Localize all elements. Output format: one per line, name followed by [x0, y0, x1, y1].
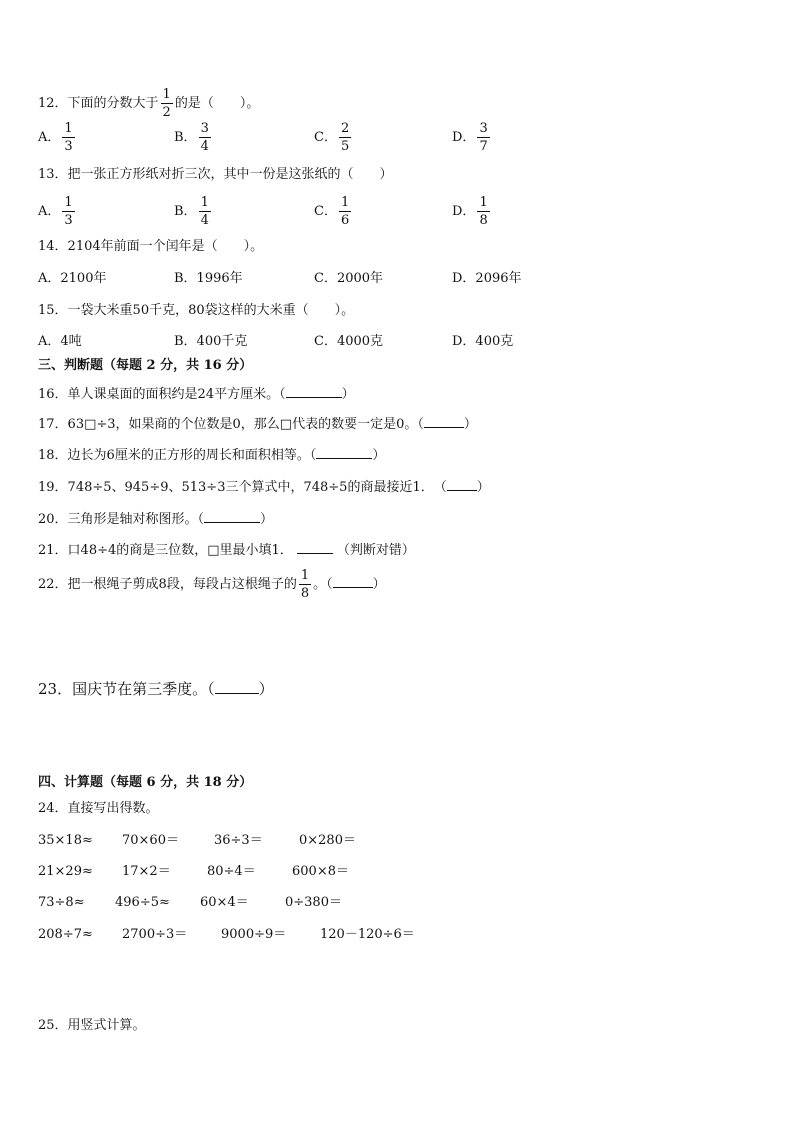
q14-option-d[interactable]: D．2096年	[452, 271, 522, 286]
q15-option-c[interactable]: C．4000克	[314, 334, 384, 349]
q14-option-c[interactable]: C．2000年	[314, 271, 384, 286]
answer-blank-21[interactable]	[297, 541, 333, 554]
calc-item: 600×8＝	[292, 864, 349, 879]
calc-item: 0×280＝	[299, 833, 356, 848]
calc-item: 17×2＝	[122, 864, 171, 879]
calc-item: 80÷4＝	[207, 864, 256, 879]
answer-blank-16[interactable]	[286, 385, 342, 398]
question-20: 20．三角形是轴对称图形。（ ）	[38, 512, 274, 527]
q15-option-d[interactable]: D．400克	[452, 334, 514, 349]
answer-blank-23[interactable]	[215, 681, 259, 694]
calc-item: 0÷380＝	[285, 895, 342, 910]
answer-blank-20[interactable]	[204, 510, 260, 523]
question-25: 25．用竖式计算。	[38, 1018, 146, 1033]
answer-blank-19[interactable]	[447, 478, 477, 491]
question-24: 24．直接写出得数。	[38, 801, 159, 816]
q13-option-b[interactable]: B． $\frac{1}{4}$	[174, 195, 209, 228]
answer-blank-22[interactable]	[333, 575, 373, 588]
calc-item: 73÷8≈	[38, 895, 85, 910]
calc-item: 496÷5≈	[115, 895, 170, 910]
section-3-heading: 三、判断题（每题 2 分，共 16 分）	[38, 358, 253, 373]
question-19: 19．748÷5、945÷9、513÷3三个算式中，748÷5的商最接近1． （ ）	[38, 480, 490, 495]
q14-option-a[interactable]: A．2100年	[38, 271, 107, 286]
question-12: 12．下面的分数大于 $\frac{1}{2}$ 的是（ ）。	[38, 87, 260, 120]
q12-option-a[interactable]: A． $\frac{1}{3}$	[38, 121, 73, 154]
q12-option-b[interactable]: B． $\frac{3}{4}$	[174, 121, 209, 154]
calc-item: 35×18≈	[38, 833, 93, 848]
question-15: 15．一袋大米重50千克，80袋这样的大米重（ ）。	[38, 303, 355, 318]
calc-item: 21×29≈	[38, 864, 93, 879]
question-23: 23．国庆节在第三季度。（ ）	[38, 680, 274, 698]
q13-option-d[interactable]: D． $\frac{1}{8}$	[452, 195, 488, 228]
q14-option-b[interactable]: B．1996年	[174, 271, 243, 286]
calc-item: 36÷3＝	[214, 833, 263, 848]
question-18: 18．边长为6厘米的正方形的周长和面积相等。（ ）	[38, 448, 386, 463]
question-21: 21．口48÷4的商是三位数，□里最小填1． （判断对错）	[38, 543, 415, 558]
question-16: 16．单人课桌面的面积约是24平方厘米。（ ）	[38, 387, 355, 402]
q15-option-a[interactable]: A．4吨	[38, 334, 82, 349]
calc-item: 208÷7≈	[38, 927, 93, 942]
calc-item: 9000÷9＝	[221, 927, 287, 942]
calc-item: 60×4＝	[200, 895, 249, 910]
q15-option-b[interactable]: B．400千克	[174, 334, 248, 349]
q12-option-c[interactable]: C． $\frac{2}{5}$	[314, 121, 350, 154]
calc-item: 70×60＝	[122, 833, 179, 848]
question-22: 22．把一根绳子剪成8段，每段占这根绳子的 $\frac{1}{8}$ 。（ ）	[38, 568, 386, 601]
question-14: 14．2104年前面一个闰年是（ ）。	[38, 239, 264, 254]
question-13: 13．把一张正方形纸对折三次，其中一份是这张纸的（ ）	[38, 167, 393, 182]
answer-blank-18[interactable]	[316, 446, 372, 459]
q13-option-c[interactable]: C． $\frac{1}{6}$	[314, 195, 350, 228]
section-4-heading: 四、计算题（每题 6 分，共 18 分）	[38, 775, 253, 790]
answer-blank-17[interactable]	[424, 415, 464, 428]
calc-item: 2700÷3＝	[122, 927, 188, 942]
q12-option-d[interactable]: D． $\frac{3}{7}$	[452, 121, 488, 154]
question-17: 17．63□÷3，如果商的个位数是0，那么□代表的数要一定是0。（ ）	[38, 417, 477, 432]
q13-option-a[interactable]: A． $\frac{1}{3}$	[38, 195, 73, 228]
fraction: $\frac{1}{8}$	[300, 568, 310, 601]
calc-item: 120－120÷6＝	[320, 927, 415, 942]
fraction: $\frac{1}{2}$	[162, 87, 171, 120]
